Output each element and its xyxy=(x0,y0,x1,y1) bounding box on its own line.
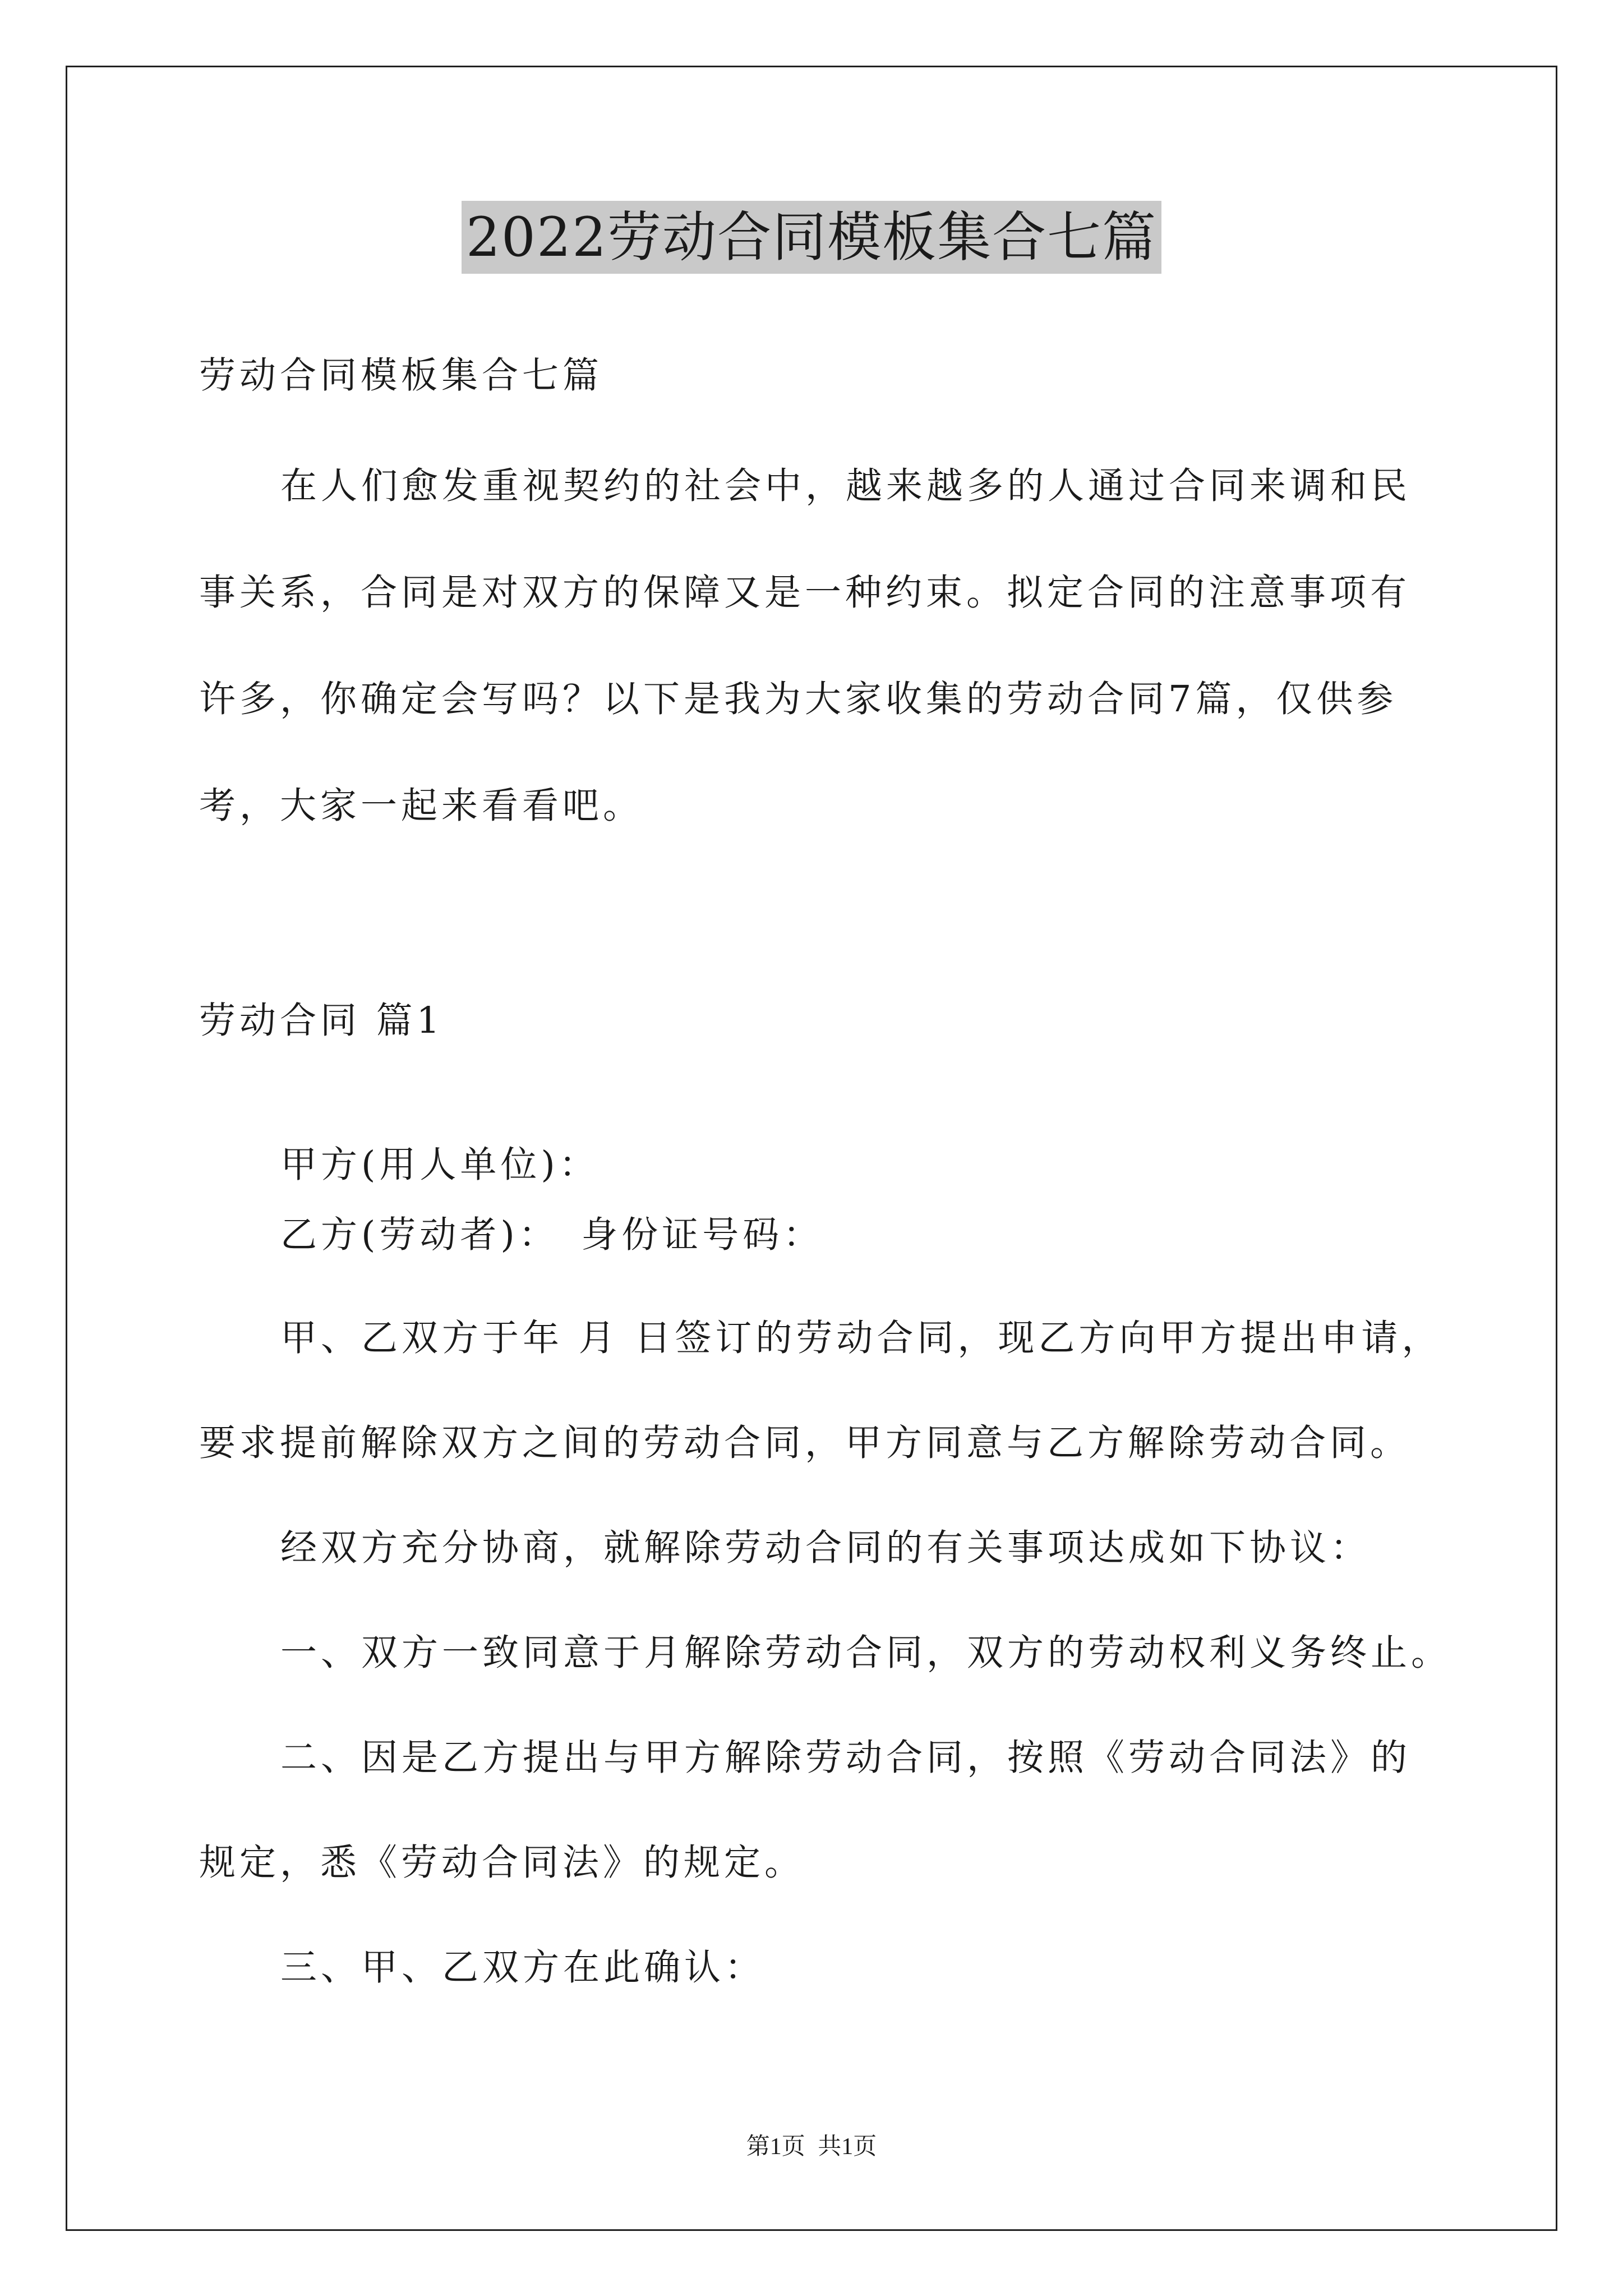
title-container xyxy=(0,201,1623,274)
page-footer xyxy=(0,2130,1623,2164)
body-line-5: 二、因是乙方提出与甲方解除劳动合同，按照《劳动合同法》的 xyxy=(280,1737,1412,1779)
body-line-6: 规定，悉《劳动合同法》的规定。 xyxy=(199,1842,805,1884)
body-line-4: 一、双方一致同意于月解除劳动合同，双方的劳动权利义务终止。 xyxy=(280,1632,1452,1674)
intro-line-1: 在人们愈发重视契约的社会中，越来越多的人通过合同来调和民 xyxy=(280,465,1412,507)
document-subtitle: 劳动合同模板集合七篇 xyxy=(199,355,603,397)
page-number-current: 第1页 xyxy=(746,2134,805,2160)
body-line-7: 三、甲、乙双方在此确认： xyxy=(280,1947,766,1989)
party-b-line: 乙方(劳动者)： 身份证号码： xyxy=(280,1214,824,1256)
page-number-total: 共1页 xyxy=(818,2134,877,2160)
body-line-3: 经双方充分协商，就解除劳动合同的有关事项达成如下协议： xyxy=(280,1527,1371,1569)
intro-line-4: 考，大家一起来看看吧。 xyxy=(199,785,644,827)
party-a-line: 甲方(用人单位)： xyxy=(280,1144,600,1186)
document-title: 2022劳动合同模板集合七篇 xyxy=(462,201,1161,274)
body-line-1: 甲、乙双方于年 月 日签订的劳动合同，现乙方向甲方提出申请， xyxy=(280,1317,1442,1359)
body-line-2: 要求提前解除双方之间的劳动合同，甲方同意与乙方解除劳动合同。 xyxy=(199,1422,1411,1464)
section-heading: 劳动合同 篇1 xyxy=(199,1000,444,1042)
intro-line-3: 许多，你确定会写吗？以下是我为大家收集的劳动合同7篇，仅供参 xyxy=(199,678,1398,720)
intro-line-2: 事关系，合同是对双方的保障又是一种约束。拟定合同的注意事项有 xyxy=(199,572,1411,614)
